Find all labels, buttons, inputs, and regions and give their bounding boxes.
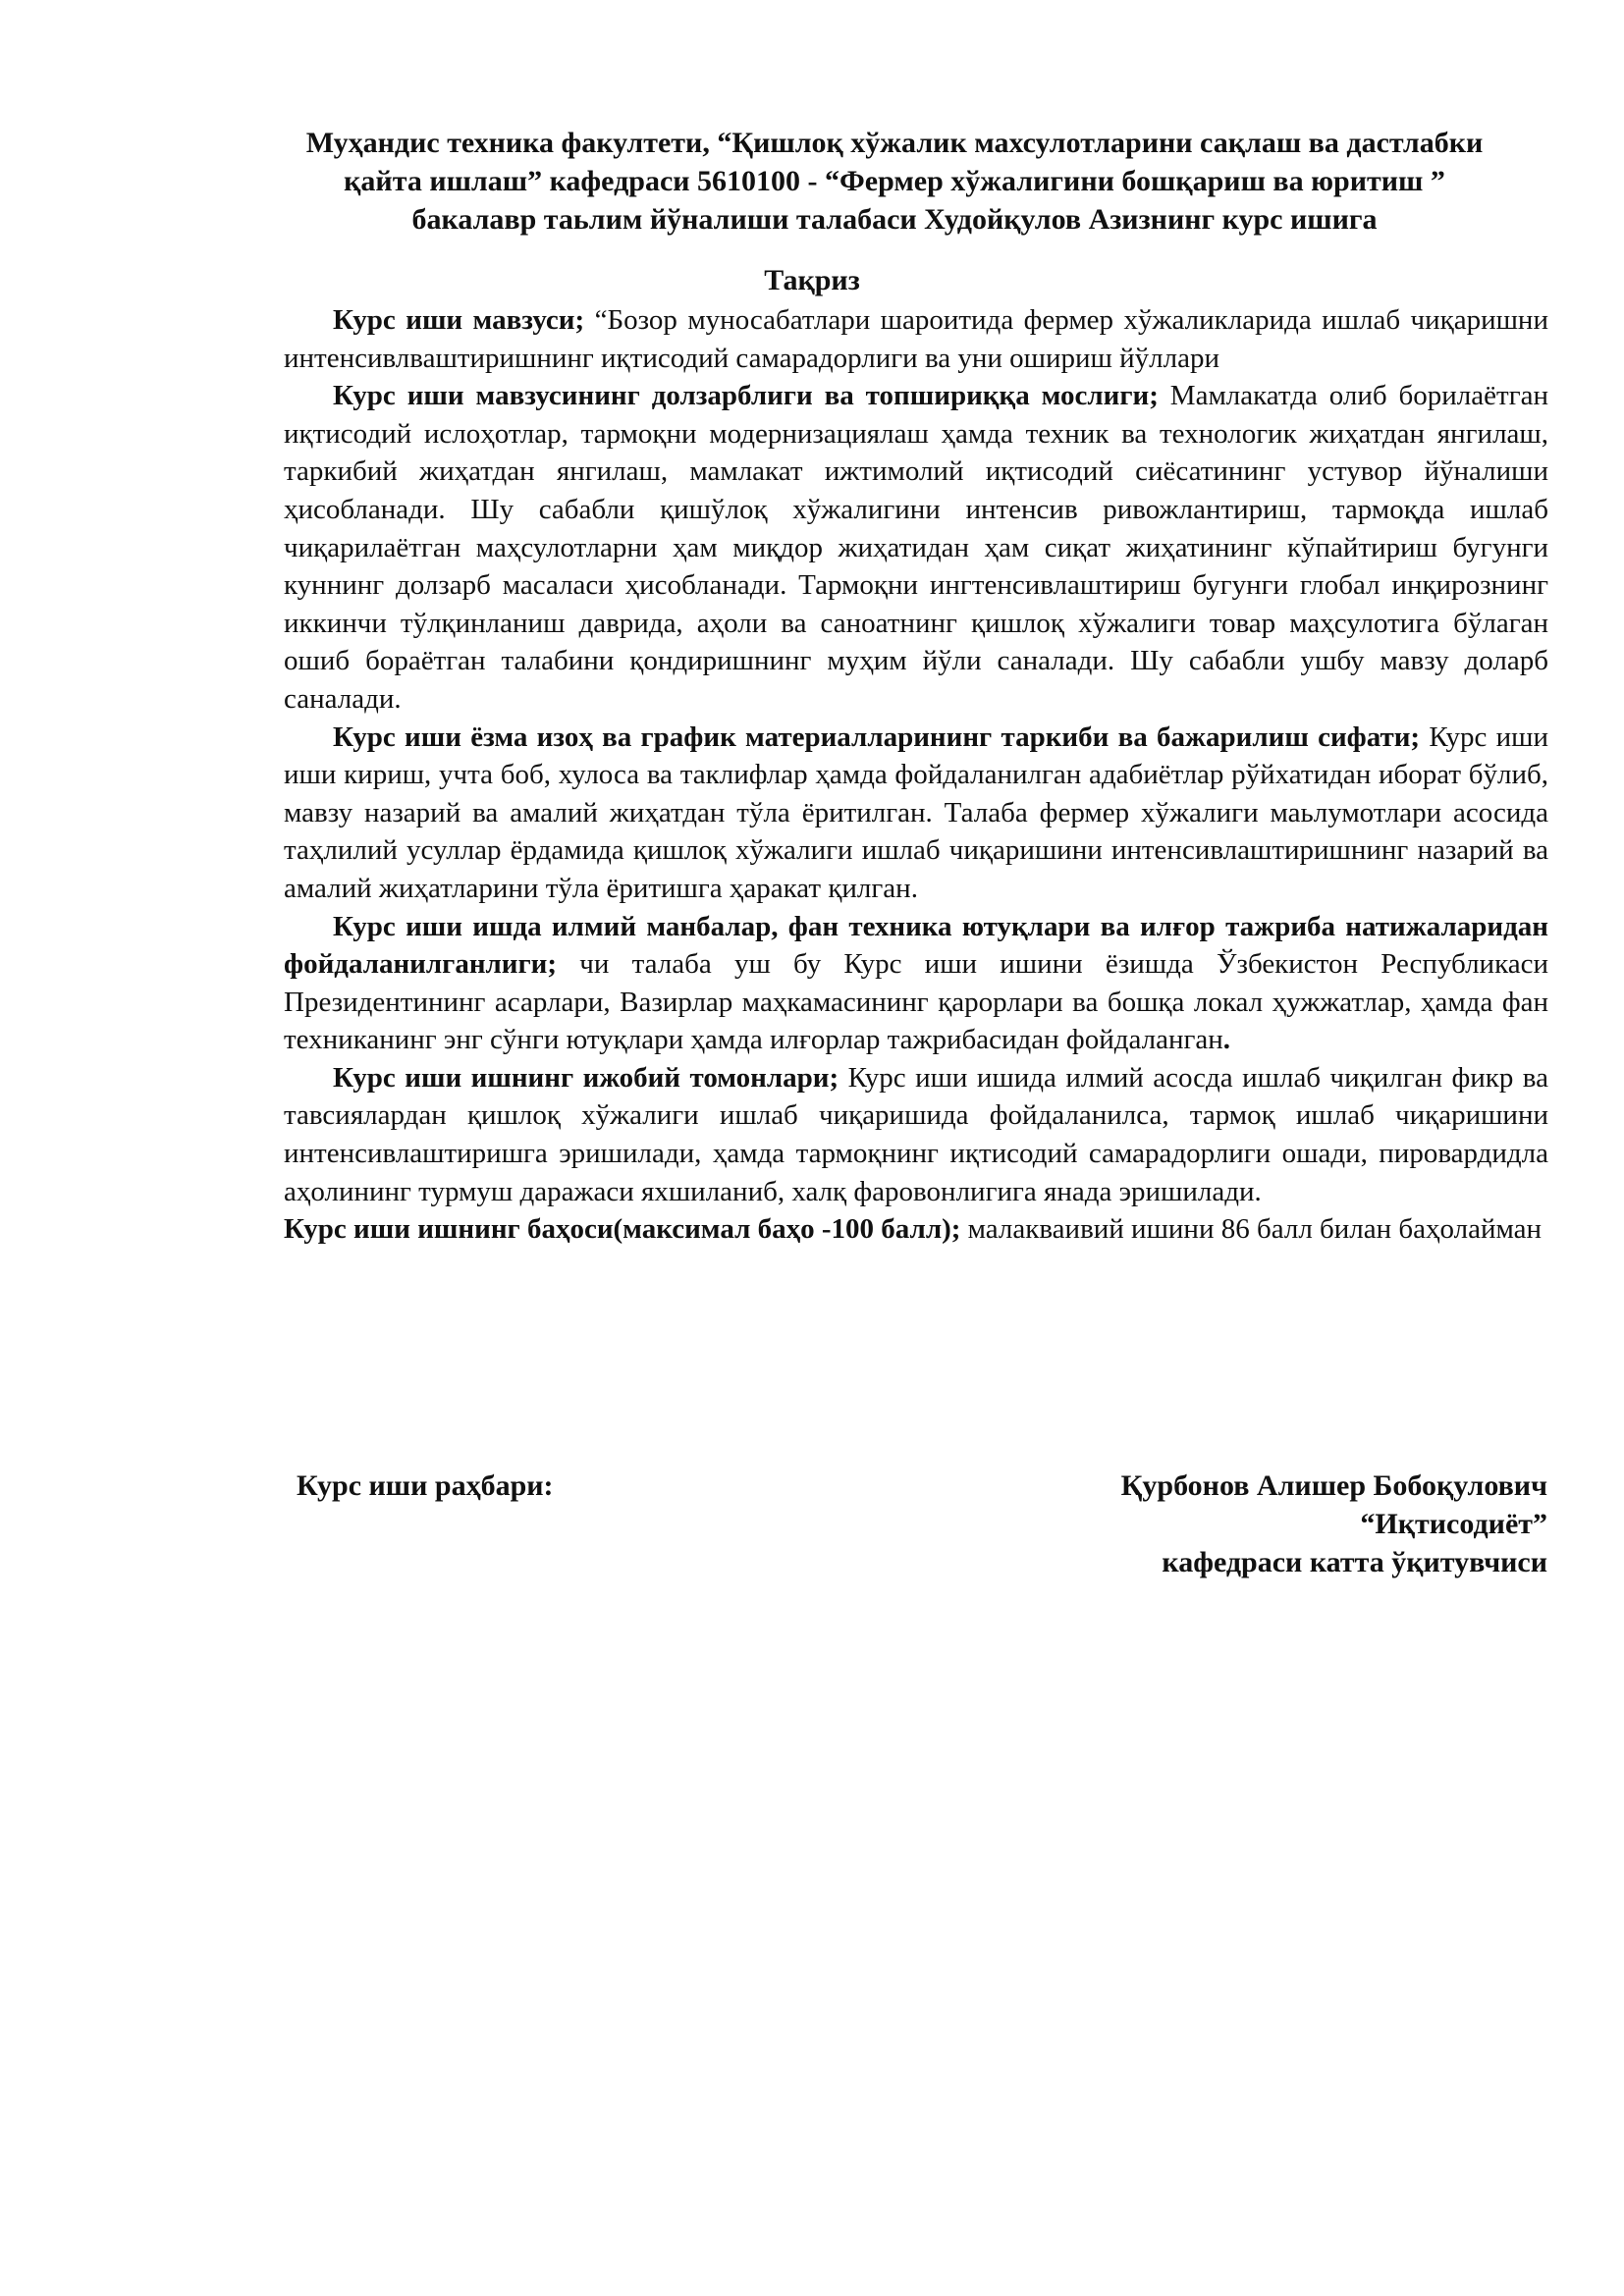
supervisor-position: кафедраси катта ўқитувчиси	[1162, 1546, 1547, 1578]
document-title: Тақриз	[764, 264, 860, 296]
paragraph-sources-heading: Курс иши ишда илмий манбалар, фан техника ютуқлари ва илғор тажриба натижаларидан фойдаланилганлиги;	[284, 910, 1548, 981]
paragraph-sources	[284, 908, 1548, 1059]
header-line-1: Муҳандис техника факултети, “Қишлоқ хўжалик махсулотларини сақлаш ва дастлабки	[305, 127, 1484, 159]
paragraph-positives	[284, 1059, 1548, 1210]
supervisor-department: “Иқтисодиёт”	[1360, 1508, 1547, 1540]
paragraph-grade-heading: Курс иши ишнинг баҳоси(максимал баҳо -100 балл);	[284, 1213, 961, 1246]
paragraph-composition	[284, 719, 1548, 908]
paragraph-grade	[284, 1210, 1548, 1249]
paragraph-composition-heading: Курс иши ёзма изоҳ ва график материалларининг таркиби ва бажарилиш сифати;	[333, 721, 1421, 753]
paragraph-relevance	[284, 377, 1548, 718]
supervisor-details	[1121, 1467, 1547, 1581]
document-header	[222, 124, 1567, 239]
paragraph-composition-text: Курс иши иши кириш, учта боб, хулоса ва таклифлар ҳамда фойдаланилган адабиётлар рўйхатидан иборат бўлиб, мавзу назарий ва амалий жиҳатдан тўла ёритилган. Талаба фермер хўжалиги маьлумотлари асосида таҳлилий усуллар ёрдамида қишлоқ хўжалиги ишлаб чиқаришини интенсивлаштиришнинг назарий ва амалий жиҳатларини тўла ёритишга ҳаракат қилган.	[284, 721, 1549, 904]
paragraph-topic-text: “Бозор муносабатлари шароитида фермер хўжаликларида ишлаб чиқаришни интенсивлваштиришнинг иқтисодий самарадорлиги ва уни ошириш йўллари	[284, 304, 1548, 374]
paragraph-topic-heading: Курс иши мавзуси;	[333, 304, 585, 336]
paragraph-sources-text: чи талаба уш бу Курс иши ишини ёзишда Ўзбекистон Республикаси Президентининг асарлари, Вазирлар маҳкамасининг қарорлари ва бошқа локал ҳужжатлар, ҳамда фан техниканинг энг сўнги ютуқлари ҳамда илғорлар тажрибасидан фойдаланган	[284, 948, 1548, 1056]
supervisor-label: Курс иши раҳбари:	[297, 1469, 554, 1502]
paragraph-sources-tail: .	[1222, 1024, 1231, 1056]
paragraph-relevance-heading: Курс иши мавзусининг долзарблиги ва топшириққа мослиги;	[333, 380, 1159, 412]
supervisor-name: Қурбонов Алишер Бобоқулович	[1120, 1469, 1547, 1502]
paragraph-positives-text: Курс иши ишида илмий асосда ишлаб чиқилган фикр ва тавсиялардан қишлоқ хўжалиги ишлаб чиқаришида фойдаланилса, тармоқ ишлаб чиқаришини интенсивлаштиришга эришилади, ҳамда тармоқнинг иқтисодий самарадорлиги ошади, пировардидла аҳолининг турмуш даражаси яхшиланиб, халқ фаровонлигига янада эришилади.	[284, 1061, 1548, 1207]
document-body	[284, 301, 1548, 1249]
header-line-3: бакалавр таьлим йўналиши талабаси Худойқулов Азизнинг курс ишига	[411, 203, 1378, 236]
paragraph-relevance-text: Мамлакатда олиб борилаётган иқтисодий ислоҳотлар, тармоқни модернизациялаш ҳамда техник ва технологик жиҳатдан янгилаш, таркибий жиҳатдан янгилаш, мамлакат ижтимолий иқтисодий сиёсатининг устувор йўналиши ҳисобланади. Шу сабабли қишўлоқ хўжалигини интенсив ривожлантириш, тармоқда ишлаб чиқарилаётган маҳсулотларни ҳам миқдор жиҳатидан ҳам сиқат жиҳатининг кўпайтириш бугунги куннинг долзарб масаласи ҳисобланади. Тармоқни ингтенсивлаштириш бугунги глобал инқирознинг иккинчи тўлқинланиш даврида, аҳоли ва саноатнинг қишлоқ хўжалиги товар маҳсулотига бўлаган ошиб бораётган талабини қондиришнинг муҳим йўли саналади. Шу сабабли ушбу мавзу доларб саналади.	[284, 380, 1548, 715]
paragraph-positives-heading: Курс иши ишнинг ижобий томонлари;	[333, 1061, 839, 1094]
paragraph-grade-text: малакваивий ишини 86 балл билан баҳолайман	[960, 1213, 1543, 1246]
header-line-2: қайта ишлаш” кафедраси 5610100 - “Фермер хўжалигини бошқариш ва юритиш ”	[344, 165, 1445, 197]
paragraph-topic	[284, 301, 1548, 377]
